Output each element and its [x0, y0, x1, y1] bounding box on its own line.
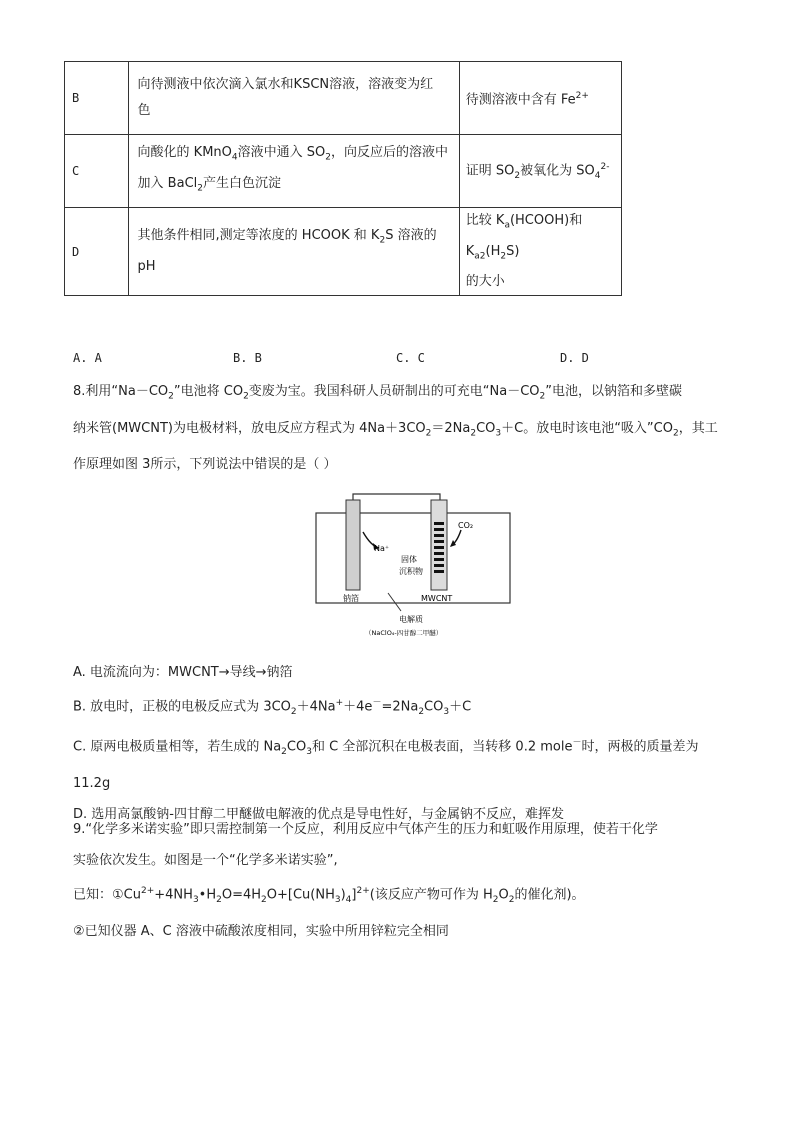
q8-option-b: B. 放电时，正极的电极反应式为 $3CO_2+4Na^++4e^-=2Na_2CO_3+C$: [73, 698, 472, 717]
row-label: C: [65, 135, 129, 208]
conclusion-cell: 证明 $SO_2$被氧化为 $SO_4^{2-}$: [459, 135, 621, 208]
deposit-label: 沉积物: [399, 567, 423, 576]
electrolyte-note: （NaClO₄-四甘醇二甲醚）: [365, 629, 443, 637]
q7-options: [73, 351, 693, 371]
q8-stem: 8.利用“$Na-CO_2$”电池将 $CO_2$变废为宝。我国科研人员研制出的可充电“$Na-CO_2$”电池，以钠箔和多壁碳 纳米管(MWCNT)为电极材料，放电反应方程式为 $4Na+3CO_2=2Na_2CO_3+C$。放电时该电池“吸入$”CO_2$，其工 作原理如图 3所示，下列说法中错误的是（ ）: [73, 384, 718, 473]
q9-known-1: 已知：$①Cu^{2+}+4NH_3•H_2O=4H_2O+[Cu(NH_3)_4]^{2+}$(该反应产物可作为 $H_2O_2$的催化剂)。: [73, 886, 585, 905]
sodium-foil-electrode: [346, 500, 360, 590]
q8-option-c-cont: 11.2g: [73, 775, 111, 791]
conclusion-cell: 比较 $K_a(HCOOH)$和 $K_{a2}(H_2S)$ 的大小: [459, 208, 621, 296]
row-label: B: [65, 62, 129, 135]
option-b: B. B: [233, 351, 262, 365]
option-d: D. D: [560, 351, 589, 365]
right-electrode-label: MWCNT: [421, 594, 453, 603]
q8-options: [73, 657, 733, 830]
na-ion-label: Na⁺: [374, 544, 390, 553]
experiment-table: [64, 61, 622, 296]
co2-label: CO₂: [458, 521, 474, 530]
table-row: [65, 135, 622, 208]
q9-known-2: ②已知仪器 A、C 溶液中硫酸浓度相同，实验中所用锌粒完全相同: [73, 923, 449, 939]
electrolyte-label: 电解质: [399, 615, 423, 624]
solid-label: 固体: [401, 555, 417, 564]
table-row: [65, 208, 622, 296]
left-electrode-label: 钠箔: [343, 594, 359, 603]
operation-cell: 向酸化的 KMnO$_4$溶液中通入 $SO_2$，向反应后的溶液中 加入 BaCl$_2$产生白色沉淀: [128, 135, 459, 208]
q8-option-d: D. 选用高氯酸钠-四甘醇二甲醚做电解液的优点是导电性好，与金属钠不反应，难挥发: [73, 806, 564, 822]
operation-cell: 其他条件相同,测定等浓度的 HCOOK 和 $K_2S$ 溶液的 pH: [128, 208, 459, 296]
option-a: A. A: [73, 351, 102, 365]
battery-diagram: [313, 490, 513, 646]
mwcnt-electrode: [431, 500, 447, 590]
row-label: D: [65, 208, 129, 296]
q8-option-c: C. 原两电极质量相等，若生成的 $Na_2CO_3$和 C 全部沉积在电极表面，当转移 0.2 mole－时，两极的质量差为: [73, 737, 699, 757]
operation-cell: 向待测液中依次滴入氯水和KSCN溶液，溶液变为红 色: [128, 62, 459, 135]
table-row: [65, 62, 622, 135]
q8-option-a: A. 电流流向为：MWCNT→导线→钠箔: [73, 665, 293, 680]
option-c: C. C: [396, 351, 425, 365]
conclusion-cell: 待测溶液中含有 $Fe^{2+}$: [459, 62, 621, 135]
q9-stem: 9.“化学多米诺实验”即只需控制第一个反应，利用反应中气体产生的压力和虹吸作用原理，使若干化学 实验依次发生。如图是一个“化学多米诺实验”, 已知：$①Cu^{2+}+4NH_3•H_2O=4H_2O+[Cu(NH_3)_4]^{2+}$(该反应产物可作为 $H_2O_2$的催化剂)。 ②已知仪器 A、C 溶液中硫酸浓度相同，实验中所用锌粒完全相同: [73, 814, 733, 947]
